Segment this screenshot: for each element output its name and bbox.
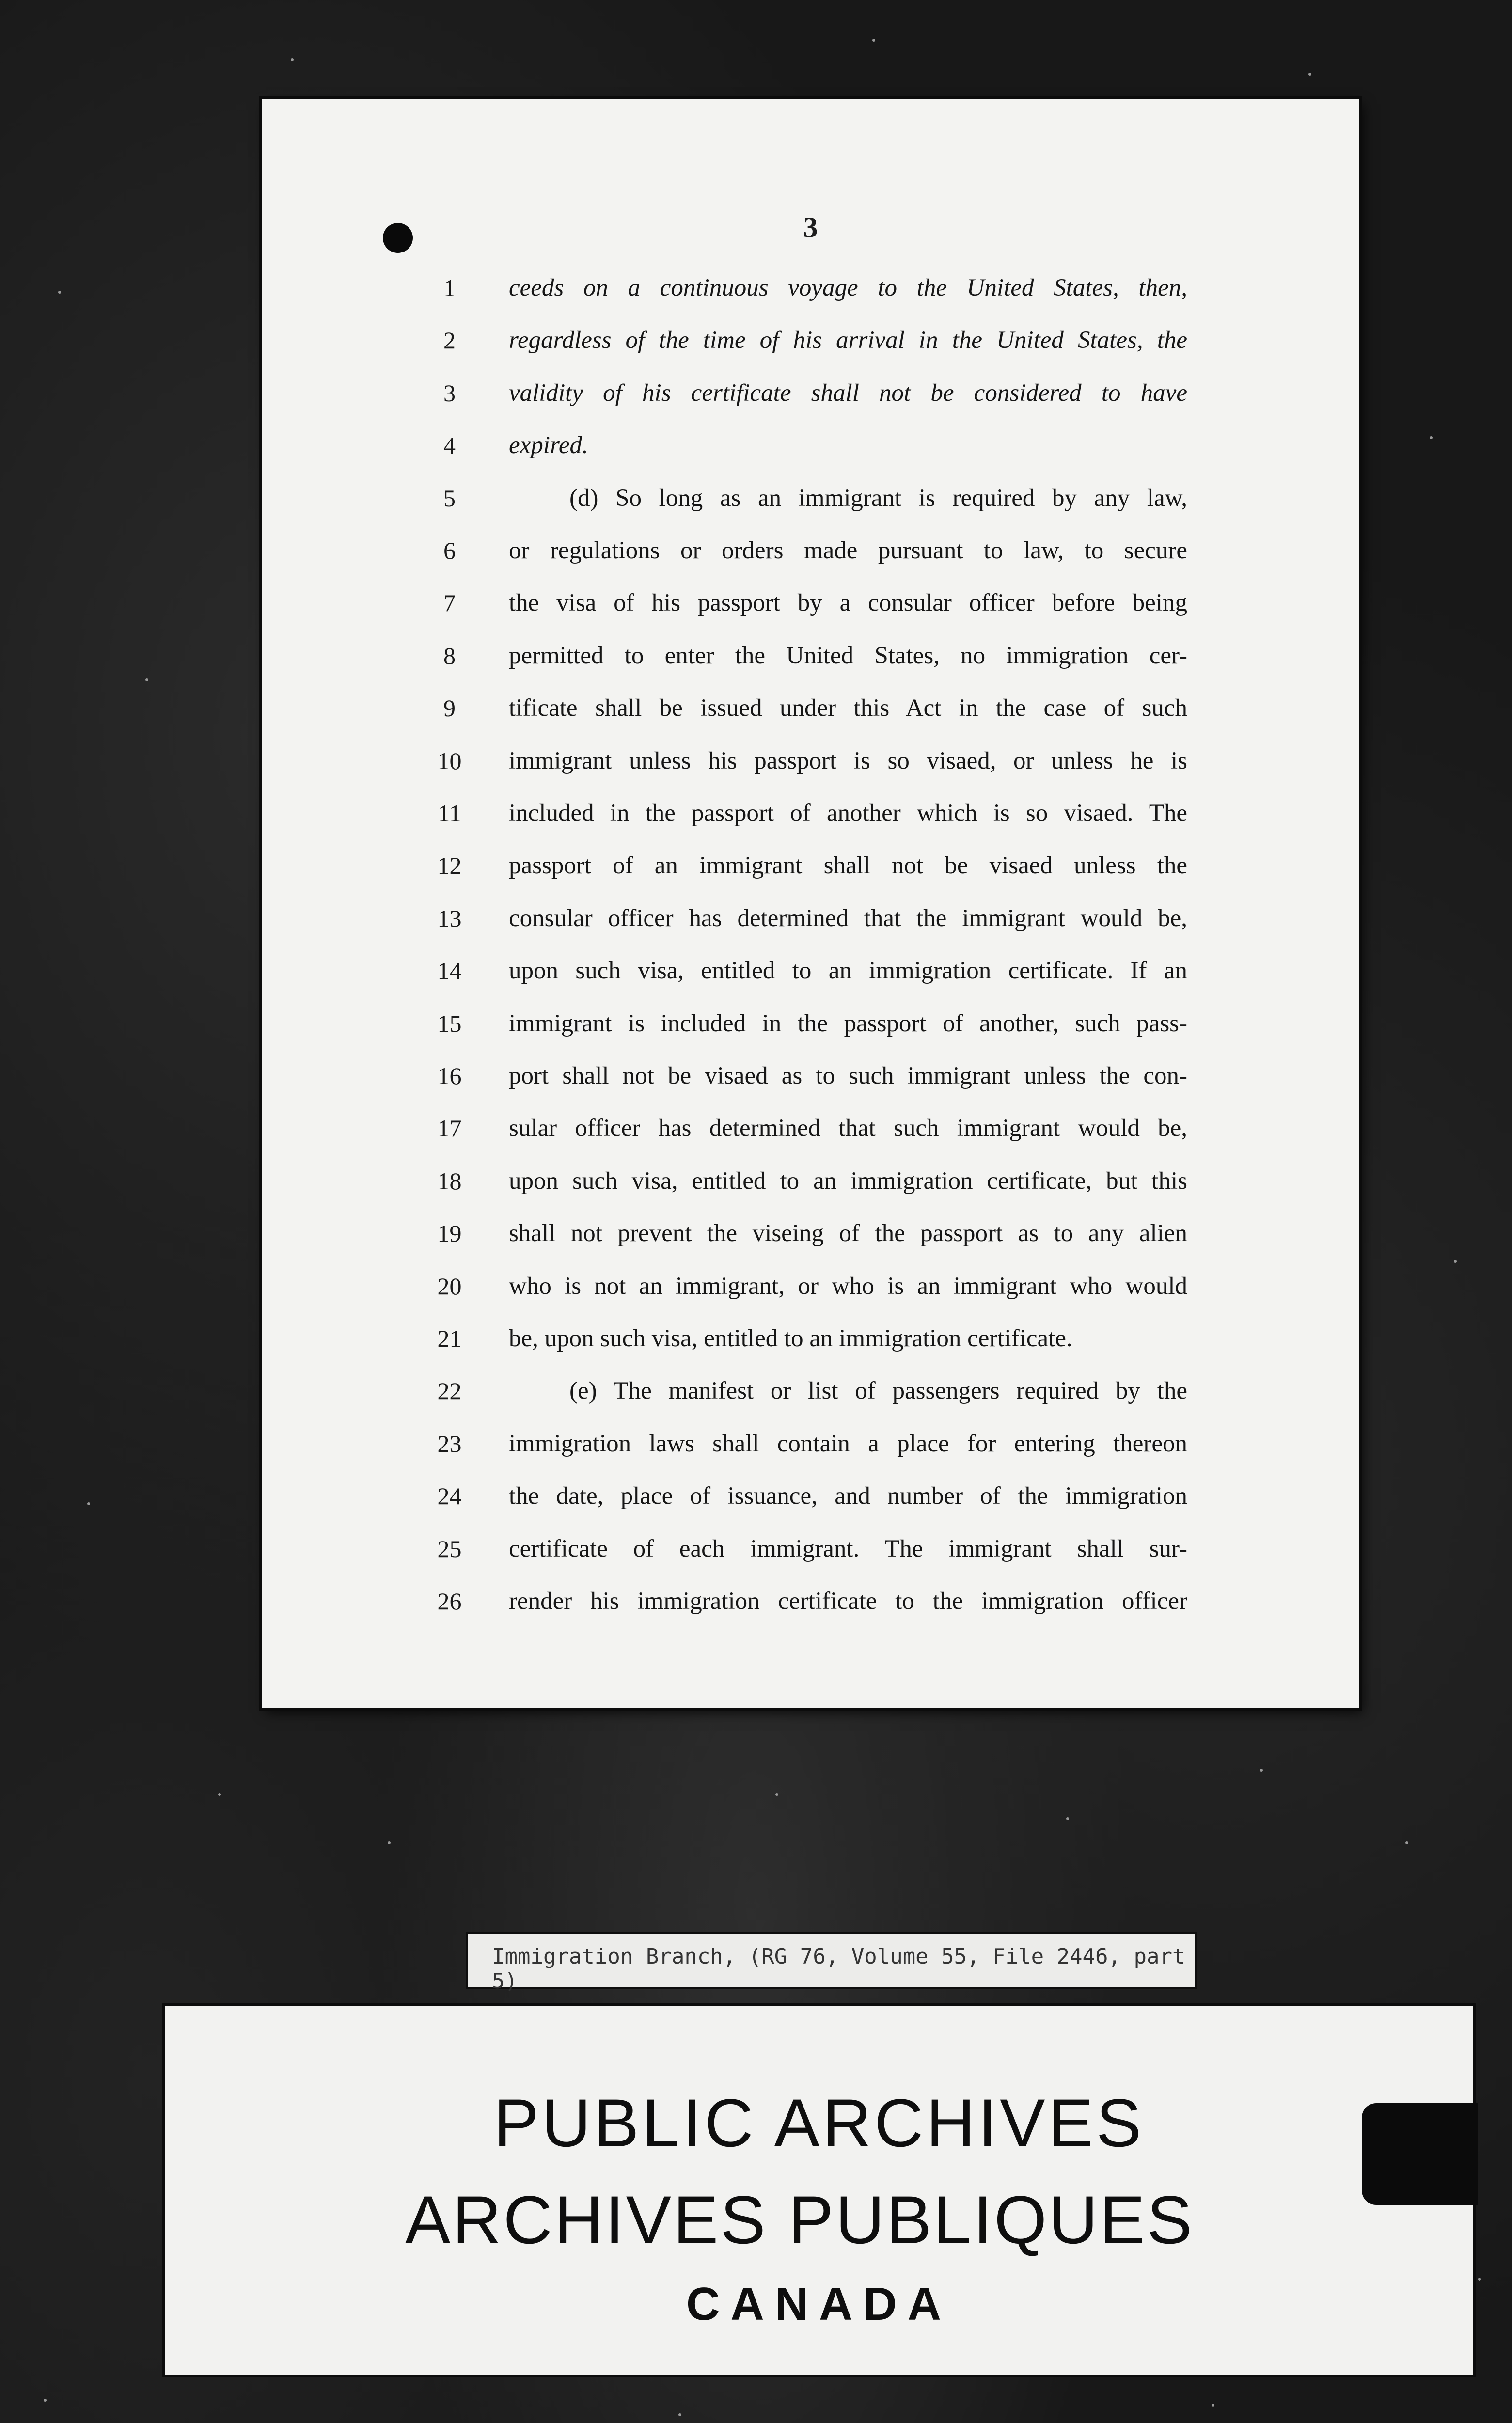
film-speckle xyxy=(1308,73,1311,76)
text-line xyxy=(262,735,1359,787)
line-number: 14 xyxy=(437,957,462,985)
text-line xyxy=(262,419,1359,472)
text-line xyxy=(262,1365,1359,1417)
line-text: shall not prevent the viseing of the passport as to any alien xyxy=(509,1220,1187,1247)
line-number: 21 xyxy=(437,1325,462,1352)
line-number: 23 xyxy=(437,1430,462,1457)
film-speckle xyxy=(291,58,294,61)
line-text: the date, place of issuance, and number of the immigration xyxy=(509,1482,1187,1510)
text-line xyxy=(262,1260,1359,1312)
line-number: 20 xyxy=(437,1272,462,1300)
text-line xyxy=(262,997,1359,1050)
film-speckle xyxy=(145,678,148,681)
line-number: 25 xyxy=(437,1535,462,1562)
line-text: tificate shall be issued under this Act in the case of such xyxy=(509,694,1187,722)
page-number: 3 xyxy=(803,211,818,243)
line-number: 4 xyxy=(443,432,456,459)
text-line xyxy=(262,682,1359,734)
line-text: the visa of his passport by a consular officer before being xyxy=(509,589,1187,617)
film-speckle xyxy=(1260,1769,1263,1772)
line-number: 22 xyxy=(437,1377,462,1405)
text-line xyxy=(262,892,1359,944)
line-text: validity of his certificate shall not be considered to have xyxy=(509,379,1187,407)
film-speckle xyxy=(1454,1260,1457,1263)
text-line xyxy=(262,787,1359,839)
film-speckle xyxy=(58,291,61,294)
text-line xyxy=(262,1207,1359,1259)
archive-title-french: ARCHIVES PUBLIQUES xyxy=(405,2182,1194,2258)
line-text: immigrant unless his passport is so visaed, or unless he is xyxy=(509,747,1187,774)
film-speckle xyxy=(872,39,875,42)
film-speckle xyxy=(44,2399,47,2402)
archive-title-english: PUBLIC ARCHIVES xyxy=(493,2085,1145,2161)
line-text: who is not an immigrant, or who is an immigrant who would xyxy=(509,1272,1187,1300)
line-text: be, upon such visa, entitled to an immigration certificate. xyxy=(509,1325,1072,1352)
line-text: immigrant is included in the passport of another, such pass- xyxy=(509,1009,1187,1037)
text-line xyxy=(262,262,1359,314)
archive-card xyxy=(165,2006,1473,2375)
film-speckle xyxy=(87,1502,90,1505)
line-number: 11 xyxy=(438,800,461,827)
line-text: ceeds on a continuous voyage to the United States, then, xyxy=(509,274,1187,301)
line-text: consular officer has determined that the immigrant would be, xyxy=(509,904,1187,932)
film-speckle xyxy=(1478,2278,1481,2281)
line-number: 9 xyxy=(443,694,456,722)
text-line xyxy=(262,1470,1359,1522)
line-number: 17 xyxy=(437,1115,462,1142)
line-number: 26 xyxy=(437,1588,462,1615)
line-text: port shall not be visaed as to such immigrant unless the con- xyxy=(509,1062,1187,1089)
text-line xyxy=(262,1417,1359,1470)
text-line xyxy=(262,524,1359,577)
text-line xyxy=(262,1575,1359,1627)
line-number: 2 xyxy=(443,327,456,354)
line-text: render his immigration certificate to the immigration officer xyxy=(509,1588,1187,1615)
line-text: expired. xyxy=(509,432,588,459)
text-line xyxy=(262,1050,1359,1102)
line-number: 1 xyxy=(443,274,456,301)
tab-mark xyxy=(1362,2103,1478,2205)
text-line xyxy=(262,472,1359,524)
line-number: 16 xyxy=(437,1062,462,1089)
line-text: passport of an immigrant shall not be visaed unless the xyxy=(509,852,1187,880)
film-speckle xyxy=(775,1793,778,1796)
line-text: permitted to enter the United States, no immigration cer- xyxy=(509,642,1187,669)
text-line xyxy=(262,367,1359,419)
document-page xyxy=(262,99,1359,1708)
text-line xyxy=(262,1155,1359,1207)
line-number: 13 xyxy=(437,904,462,932)
archive-country: CANADA xyxy=(686,2278,952,2330)
line-text: certificate of each immigrant. The immigrant shall sur- xyxy=(509,1535,1187,1562)
reference-label xyxy=(468,1934,1195,1994)
line-text: sular officer has determined that such immigrant would be, xyxy=(509,1115,1187,1142)
line-text: (e) The manifest or list of passengers required by the xyxy=(569,1377,1187,1405)
line-text: upon such visa, entitled to an immigration certificate. If an xyxy=(509,957,1187,985)
line-number: 6 xyxy=(443,537,456,564)
film-speckle xyxy=(1066,1817,1069,1820)
line-number: 15 xyxy=(437,1009,462,1037)
text-line xyxy=(262,839,1359,892)
line-text: or regulations or orders made pursuant to law, to secure xyxy=(509,537,1187,564)
line-number: 12 xyxy=(437,852,462,880)
line-number: 10 xyxy=(437,747,462,774)
text-line xyxy=(262,629,1359,682)
film-speckle xyxy=(1430,436,1433,439)
line-number: 18 xyxy=(437,1167,462,1195)
line-number: 3 xyxy=(443,379,456,407)
line-number: 5 xyxy=(443,484,456,512)
film-speckle xyxy=(388,1841,391,1844)
line-text: regardless of the time of his arrival in the United States, the xyxy=(509,327,1187,354)
film-speckle xyxy=(678,2413,681,2416)
line-text: upon such visa, entitled to an immigration certificate, but this xyxy=(509,1167,1187,1195)
line-number: 7 xyxy=(443,589,456,617)
film-speckle xyxy=(218,1793,221,1796)
text-line xyxy=(262,1102,1359,1154)
line-number: 24 xyxy=(437,1482,462,1510)
line-number: 19 xyxy=(437,1220,462,1247)
reference-label-text: Immigration Branch, (RG 76, Volume 55, File 2446, part 5) xyxy=(492,1944,1185,1994)
film-speckle xyxy=(1212,2404,1214,2407)
text-line xyxy=(262,577,1359,629)
text-line xyxy=(262,944,1359,997)
text-line xyxy=(262,314,1359,366)
text-line xyxy=(262,1312,1359,1365)
line-number: 8 xyxy=(443,642,456,669)
text-line xyxy=(262,1523,1359,1575)
film-speckle xyxy=(1405,1841,1408,1844)
line-text: (d) So long as an immigrant is required by any law, xyxy=(569,484,1187,512)
line-text: included in the passport of another which is so visaed. The xyxy=(509,800,1187,827)
line-text: immigration laws shall contain a place for entering thereon xyxy=(509,1430,1187,1457)
